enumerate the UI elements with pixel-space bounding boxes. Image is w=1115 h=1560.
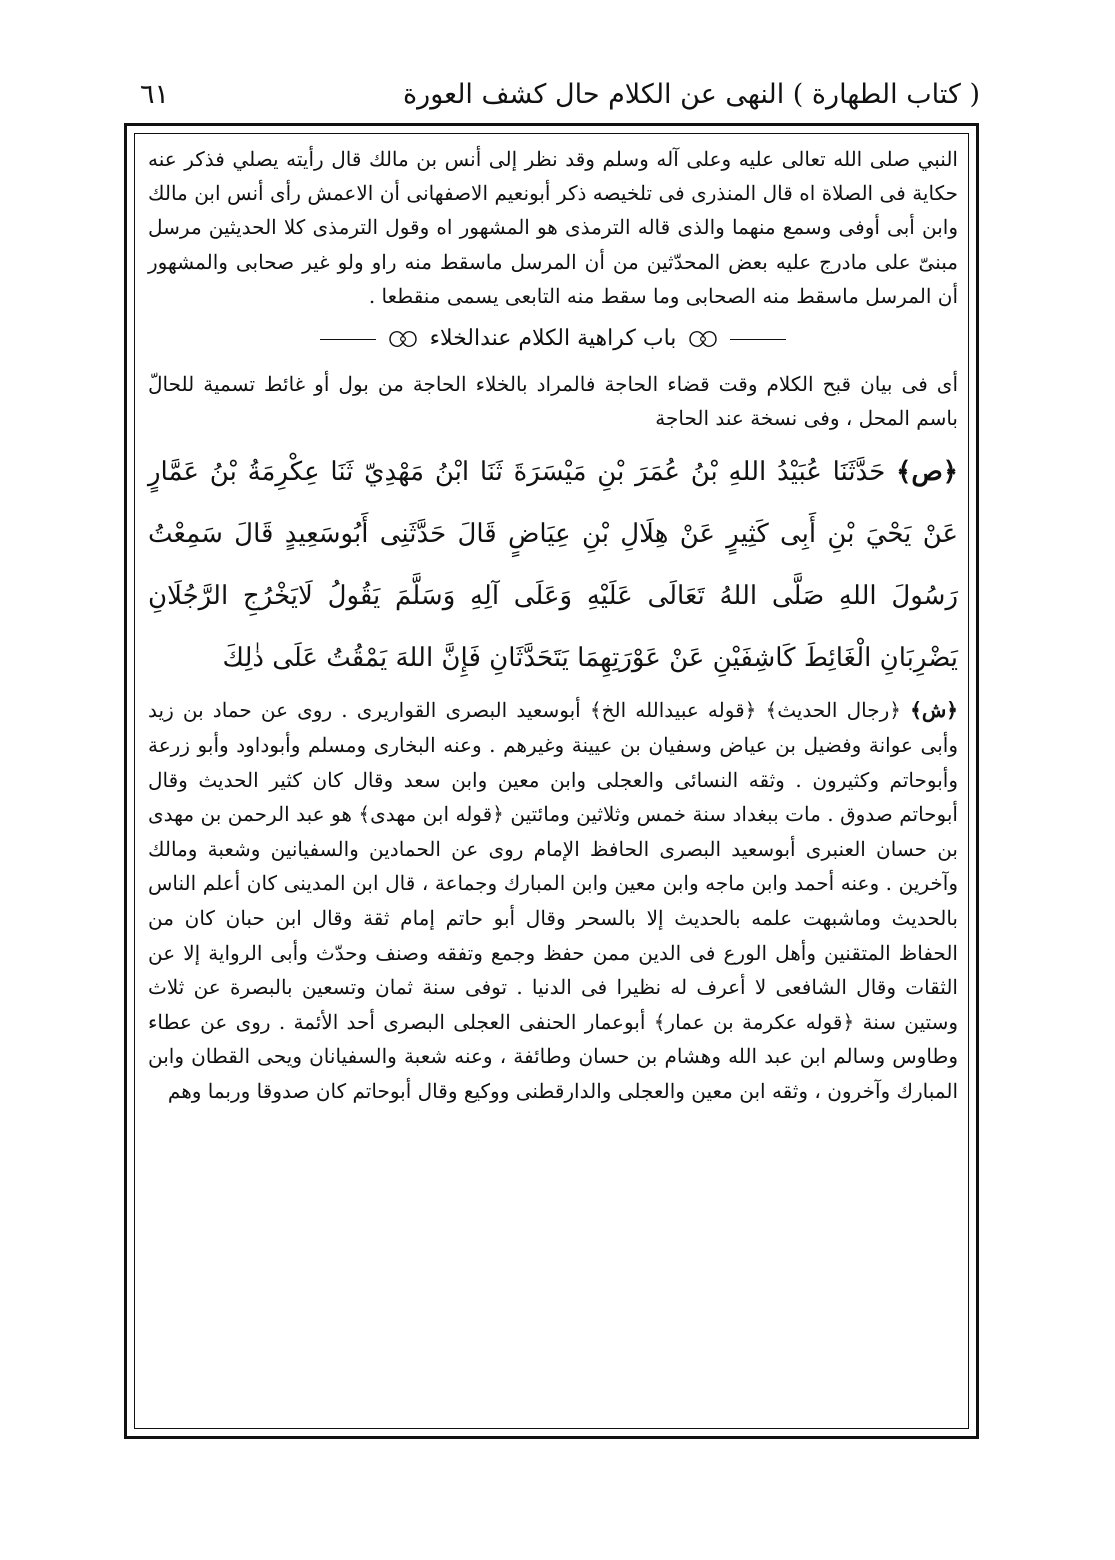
hadith-text: حَدَّثَنَا عُبَيْدُ اللهِ بْنُ عُمَرَ بْنِ مَيْسَرَةَ ثَنَا ابْنُ مَهْدِيّ ثَنَا عِكْرِمَةُ بْنُ عَمَّارٍ عَنْ يَحْيَ بْنِ أَبِى كَثِيرٍ عَنْ هِلَالِ بْنِ عِيَاضٍ قَالَ حَدَّثَنِى أَبُوسَعِيدٍ قَالَ سَمِعْتُ رَسُولَ اللهِ صَلَّى اللهُ تَعَالَى عَلَيْهِ وَعَلَى آلِهِ وَسَلَّمَ يَقُولُ لَايَخْرُجِ الرَّجُلَانِ يَضْرِبَانِ الْغَائِطَ كَاشِفَيْنِ عَنْ عَوْرَتِهِمَا يَتَحَدَّثَانِ فَإِنَّ اللهَ يَمْقُتُ عَلَى ذٰلِكَ [148, 457, 958, 674]
sharh-qawl-label: ﴿قوله عبيدالله الخ﴾ [589, 698, 757, 723]
sharh-marker: ﴿ش﴾ [910, 698, 958, 723]
page-header [140, 72, 980, 116]
sharh-section-label: ﴿رجال الحديث﴾ [765, 698, 901, 723]
page-body [148, 142, 958, 1109]
ornament-left-icon [386, 326, 420, 352]
heading-rule-right [730, 339, 786, 340]
sharh-paragraph [148, 693, 958, 1108]
chapter-explanation: أى فى بيان قبح الكلام وقت قضاء الحاجة فالمراد بالخلاء الحاجة من بول أو غائط تسمية للحالّ باسم المحل ، وفى نسخة عند الحاجة [148, 372, 958, 431]
ornament-right-icon [686, 326, 720, 352]
heading-rule-left [320, 339, 376, 340]
chapter-title: باب كراهية الكلام عندالخلاء [429, 326, 677, 352]
running-title: ( كتاب الطهارة ) النهى عن الكلام حال كشف العورة [403, 78, 980, 110]
sharh-text: أبوسعيد البصرى القواريرى . روى عن حماد بن زيد وأبى عوانة وفضيل بن عياض وسفيان بن عيينة وغيرهم . وعنه البخارى ومسلم وأبوداود وأبو زرعة وأبوحاتم وكثيرون . وثقه النسائى والعجلى وابن معين وابن سعد وقال كان كثير الحديث وقال أبوحاتم صدوق . مات ببغداد سنة خمس وثلاثين ومائتين ﴿قوله ابن مهدى﴾ هو عبد الرحمن بن مهدى بن حسان العنبرى أبوسعيد البصرى الحافظ الإمام روى عن الحمادين والسفيانين وشعبة ومالك وآخرين . وعنه أحمد وابن ماجه وابن معين وابن المبارك وجماعة ، قال ابن المدينى كان أعلم الناس بالحديث وماشبهت علمه بالحديث إلا بالسحر وقال أبو حاتم إمام ثقة وقال ابن حبان كان من الحفاظ المتقنين وأهل الورع فى الدين ممن حفظ وجمع وتفقه وصنف وحدّث وأبى الرواية إلا عن الثقات وقال الشافعى لا أعرف له نظيرا فى الدنيا . توفى سنة ثمان وتسعين بالبصرة عن ثلاث وستين سنة ﴿قوله عكرمة بن عمار﴾ أبوعمار الحنفى العجلى البصرى أحد الأئمة . روى عن عطاء وطاوس وسالم ابن عبد الله وهشام بن حسان وطائفة ، وعنه شعبة والسفيانان ويحى القطان وابن المبارك وآخرون ، وثقه ابن معين والعجلى والدارقطنى ووكيع وقال أبوحاتم كان صدوقا وربما وهم [148, 698, 959, 1103]
chapter-heading [148, 317, 958, 361]
commentary-paragraph: النبي صلى الله تعالى عليه وعلى آله وسلم وقد نظر إلى أنس بن مالك قال رأيته يصلي فذكر عنه حكاية فى الصلاة اه قال المنذرى فى تلخيصه ذكر أبونعيم الاصفهانى أن الاعمش رأى أنس ابن مالك وابن أبى أوفى وسمع منهما والذى قاله الترمذى هو المشهور اه وقول الترمذى كلا الحديثين مرسل مبنىّ على مادرج عليه بعض المحدّثين من أن المرسل ماسقط منه راو ولو غير صحابى والمشهور أن المرسل ماسقط منه الصحابى وما سقط منه التابعى يسمى منقطعا . [148, 147, 958, 308]
hadith-text-block [148, 441, 958, 689]
page-number: ٦١ [140, 78, 170, 110]
hadith-marker: ﴿ص﴾ [896, 457, 958, 488]
